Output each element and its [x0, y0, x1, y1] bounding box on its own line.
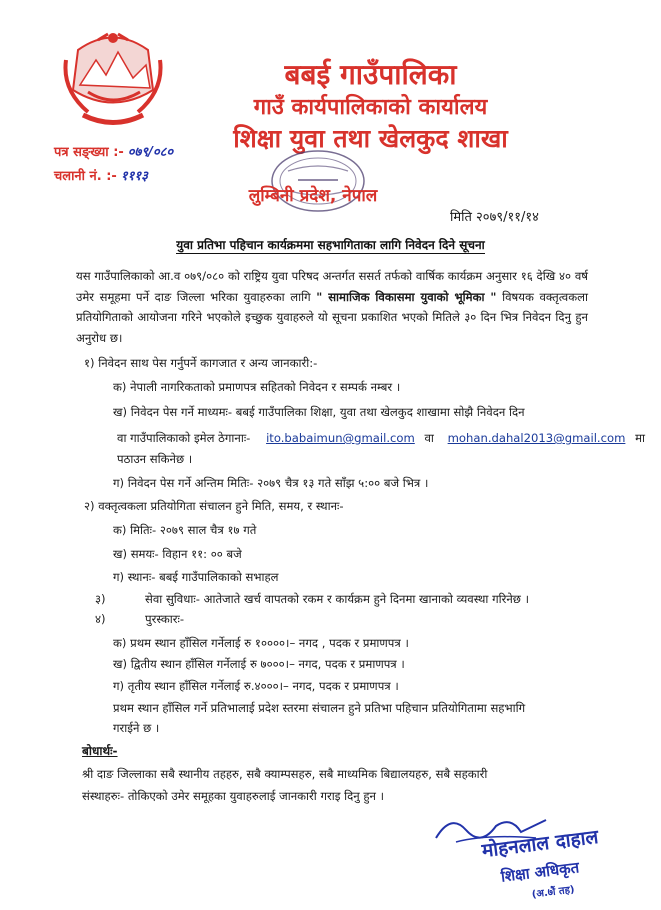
intro-text-1: यस गाउँपालिकाको आ.व ०७९/०८० को राष्ट्रिय युवा परिषद अन्तर्गत ससर्त तर्फको वार्षिक कार्यक्रम अनुसार १६ देखि ४० वर्ष उमेर समूहमा पर्ने दाङ जिल्ला भरिका युवाहरुका लागि [76, 269, 588, 304]
prize-note-line1: प्रथम स्थान हाँसिल गर्ने प्रतिभालाई प्रदेश स्तरमा संचालन हुने प्रतिभा पहिचान प्रतियोगितामा सहभागि [113, 701, 526, 715]
section-3-number: ३) [95, 592, 106, 606]
section-1-item-b-line3: पठाउन सकिनेछ । [117, 452, 193, 466]
municipality-name: बबई गाउँपालिका [284, 58, 457, 91]
email-link-2[interactable]: mohan.dahal2013@gmail.com [447, 431, 626, 445]
section-4-number: ४) [95, 612, 106, 626]
province-name: लुम्बिनी प्रदेश, नेपाल [248, 186, 378, 206]
section-2-item-c: ग) स्थानः- बबई गाउँपालिकाको सभाहल [113, 570, 279, 584]
section-3-text: सेवा सुविधाः- आतेजाते खर्च वापतको रकम र कार्यक्रम हुने दिनमा खानाको व्यवस्था गरिनेछ । [145, 592, 530, 606]
reference-number [54, 142, 173, 160]
section-4-heading: पुरस्कारः- [145, 612, 185, 626]
signatory-role: शिक्षा अधिकृत [499, 858, 581, 886]
office-name: गाउँ कार्यपालिकाको कार्यालय [253, 95, 488, 120]
prize-first: क) प्रथम स्थान हाँसिल गर्नेलाई रु १००००।– नगद , पदक र प्रमाणपत्र । [113, 636, 409, 650]
reference-label: पत्र सङ्ख्या :- [54, 145, 124, 160]
email-link-1[interactable]: ito.babaimun@gmail.com [266, 431, 415, 445]
section-1-heading: १) निवेदन साथ पेस गर्नुपर्ने कागजात र अन्य जानकारी:- [84, 356, 318, 370]
section-1-item-b-line2 [117, 430, 645, 446]
section-2-item-a: क) मितिः- २०७९ साल चैत्र १७ गते [113, 523, 257, 537]
intro-paragraph [76, 266, 588, 348]
dispatch-value: १११३ [120, 169, 148, 184]
section-1-item-a: क) नेपाली नागरिकताको प्रमाणपत्र सहितको निवेदन र सम्पर्क नम्बर । [113, 380, 401, 394]
signatory-grade: (अ.७ौं तह) [531, 884, 576, 901]
intro-text-2: विषयक वक्तृत्वकला प्रतियोगिताको आयोजना गरिने भएकोले इच्छुक युवाहरुले यो सूचना प्रकाशित भएको मितिले ३० दिन भित्र निवेदन दिनु हुन अनुरोध छ। [76, 289, 588, 345]
section-name: शिक्षा युवा तथा खेलकुद शाखा [233, 124, 508, 153]
intro-topic: " सामाजिक विकासमा युवाको भूमिका " [316, 289, 497, 304]
email-address-label: वा गाउँपालिकाको इमेल ठेगानाः- [117, 431, 251, 445]
section-1-item-b: ख) निवेदन पेस गर्ने माध्यमः- बबई गाउँपालिका शिक्षा, युवा तथा खेलकुद शाखामा सोझै निवेदन दिन [113, 405, 525, 419]
section-2-item-b: ख) समयः- विहान ११: ०० बजे [113, 547, 242, 561]
section-1-item-c: ग) निवेदन पेस गर्ने अन्तिम मितिः- २०७९ चैत्र १३ गते साँझ ५:०० बजे भित्र । [113, 476, 429, 490]
prize-third: ग) तृतीय स्थान हाँसिल गर्नेलाई रु.४०००।– नगद, पदक र प्रमाणपत्र । [113, 679, 399, 693]
annex-text-line2: संस्थाहरुः- तोकिएको उमेर समूहका युवाहरुलाई जानकारी गराइ दिनु हुन । [82, 789, 385, 803]
issue-date: मिति २०७९/११/१४ [450, 210, 539, 225]
dispatch-label: चलानी नं. :- [54, 169, 117, 184]
annex-text-line1: श्री दाङ जिल्लाका सबै स्थानीय तहहरु, सबै क्याम्पसहरु, सबै माध्यमिक बिद्यालयहरु, सबै सहकारी [82, 767, 488, 781]
section-2-heading: २) वक्तृत्वकला प्रतियोगिता संचालन हुने मिति, समय, र स्थानः- [84, 499, 344, 513]
signatory-name: मोहनलाल दाहाल [480, 825, 600, 863]
reference-value: ०७९/०८० [127, 145, 174, 160]
dispatch-number [54, 166, 148, 184]
annex-label: बोधार्थः- [82, 744, 118, 758]
notice-title [0, 236, 661, 253]
notice-title-text: युवा प्रतिभा पहिचान कार्यक्रममा सहभागिताका लागि निवेदन दिने सूचना [176, 238, 485, 252]
prize-note-line2: गराईने छ । [113, 721, 160, 735]
email-or: वा [424, 431, 434, 445]
email-suffix: मा [635, 431, 646, 445]
prize-second: ख) द्वितीय स्थान हाँसिल गर्नेलाई रु ७०००।– नगद, पदक र प्रमाणपत्र । [113, 657, 405, 671]
